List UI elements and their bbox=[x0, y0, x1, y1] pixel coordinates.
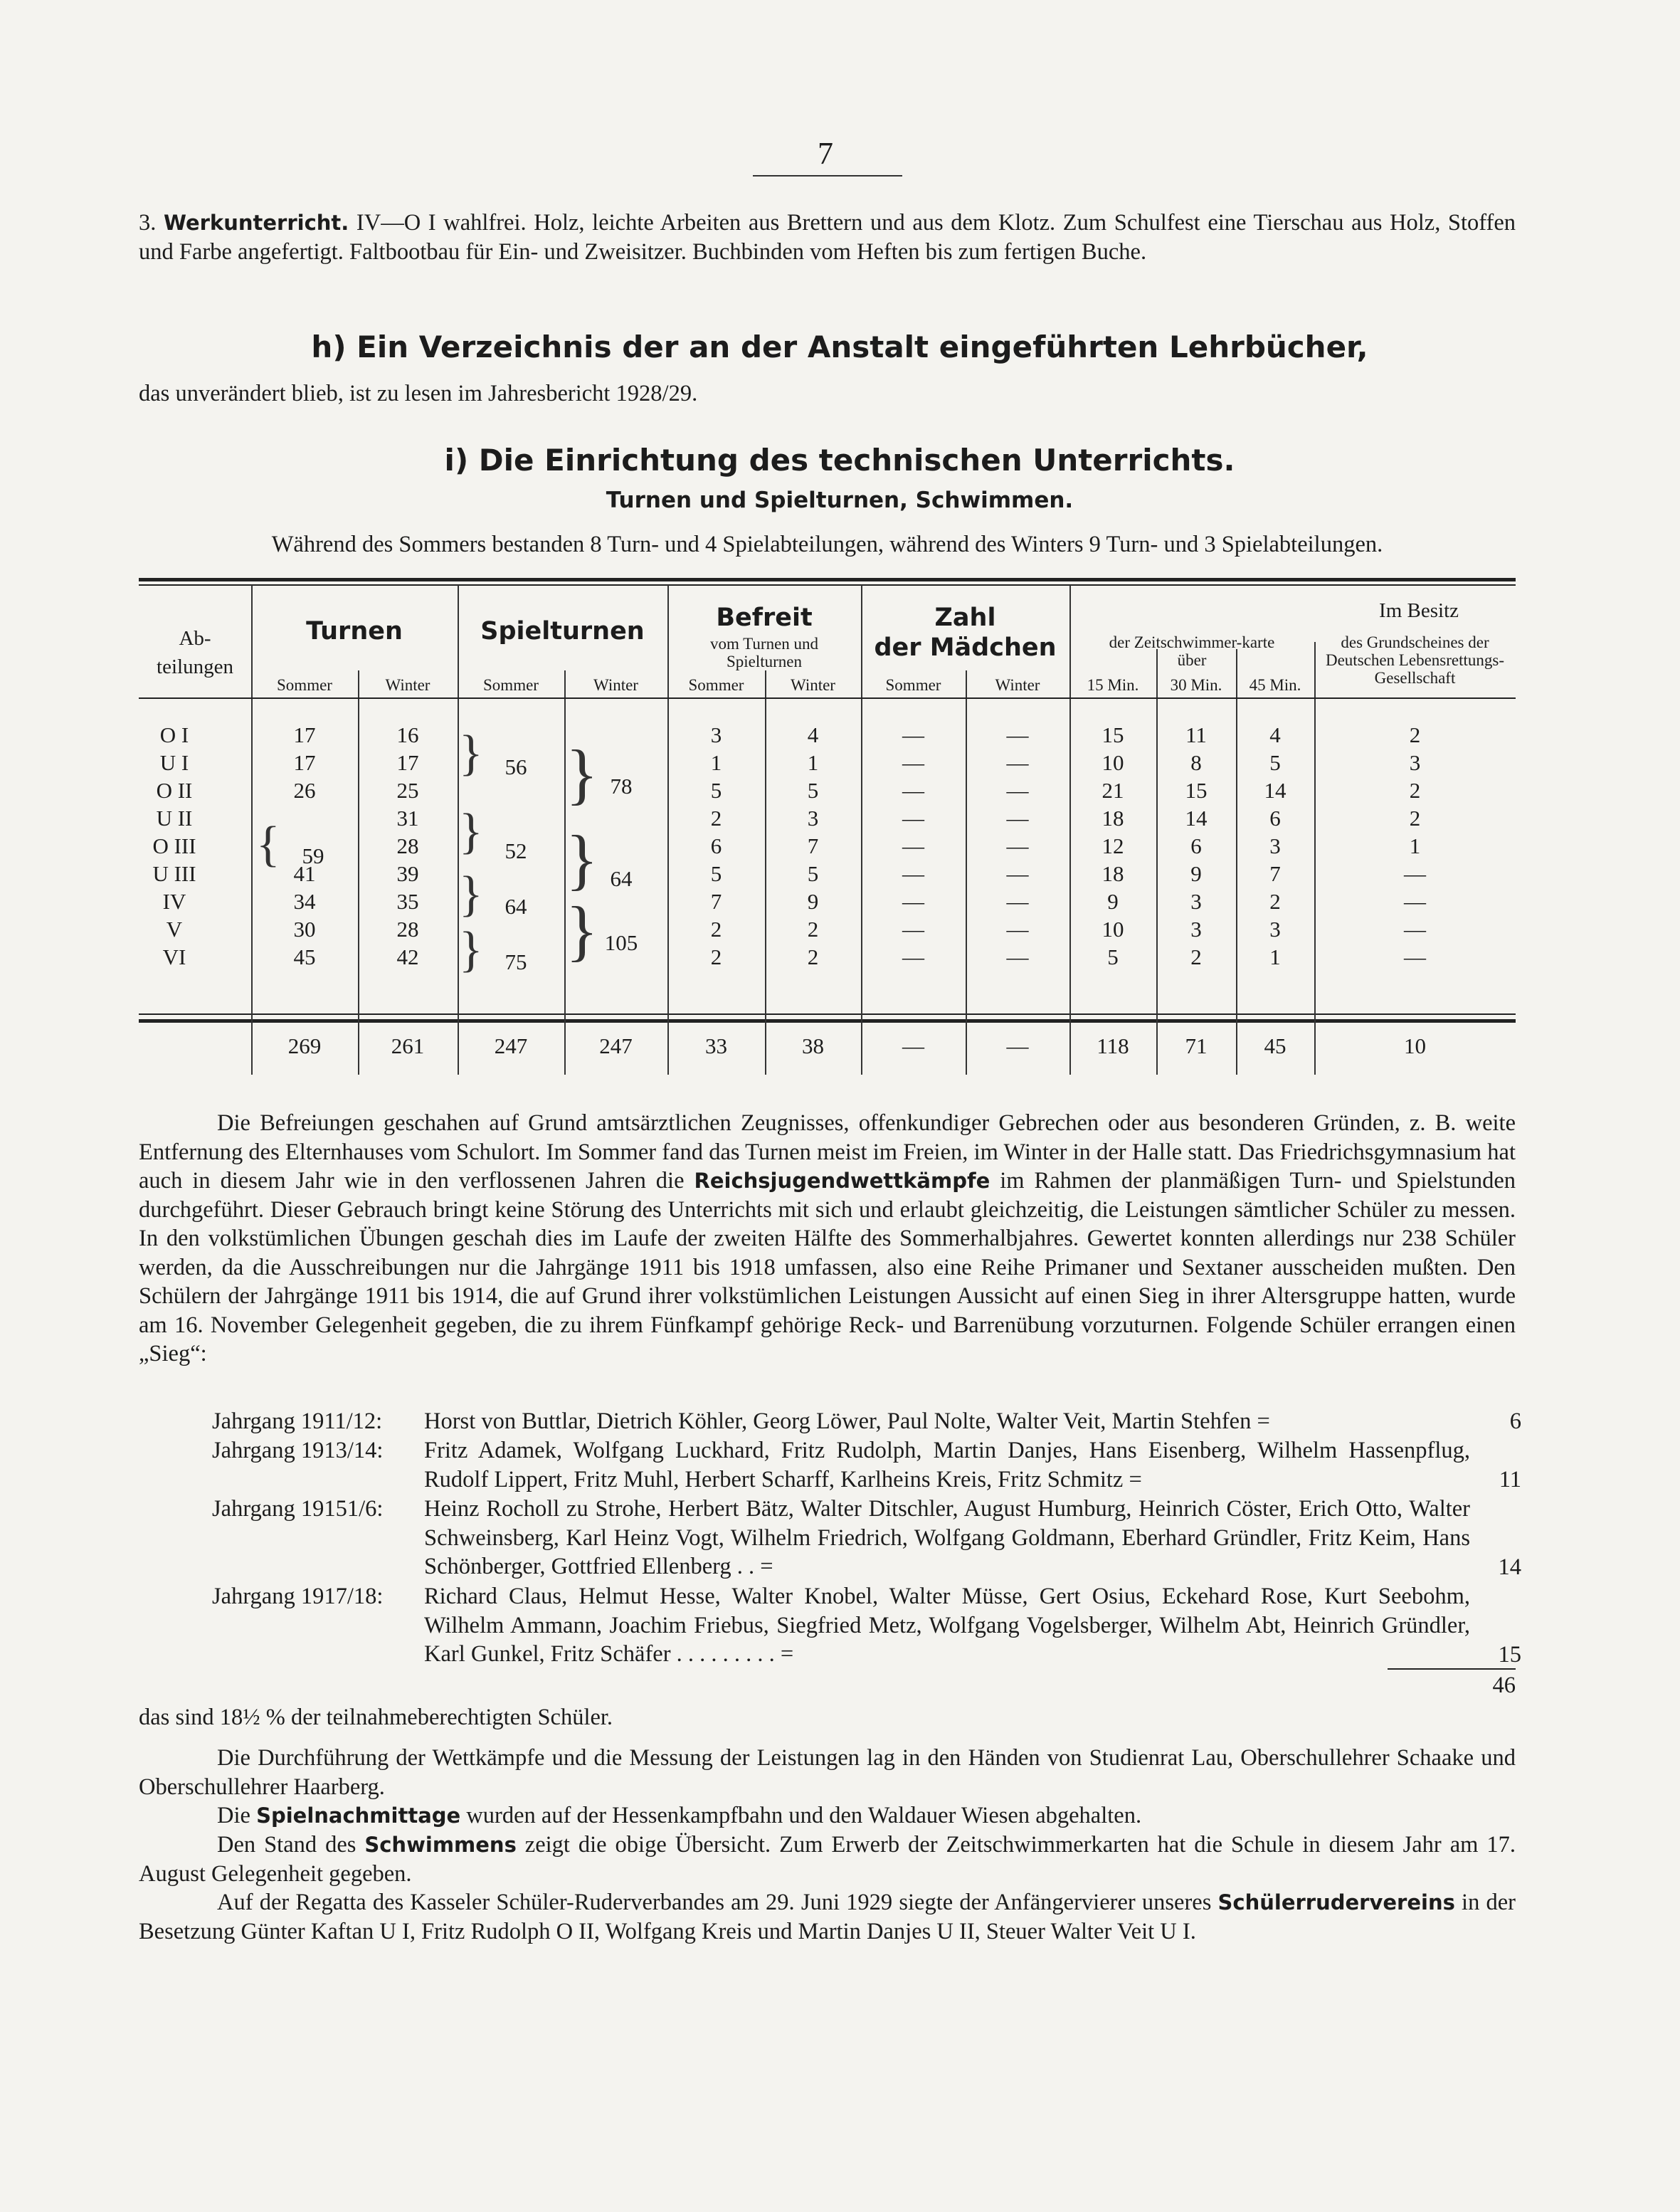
sieger-sum-rule bbox=[1388, 1668, 1516, 1670]
header-befreit: Befreit bbox=[716, 604, 813, 632]
schwimmen-paragraph: Den Stand des Schwimmens zeigt die obige Übersicht. Zum Erwerb der Zeitschwimmerkarten hat die Schule in diesem Jahr am 17. August Gelegenheit gegeben. bbox=[139, 1832, 1516, 1887]
grouped-spiel-oi-ui: 56 bbox=[504, 754, 527, 779]
total-befreit-winter: 38 bbox=[802, 1033, 824, 1058]
header-maedchen: der Mädchen bbox=[874, 633, 1057, 662]
subheading-turnen: Turnen und Spielturnen, Schwimmen. bbox=[606, 488, 1074, 513]
table-row-uiii-abt: U III bbox=[152, 861, 196, 886]
total-maedchen-winter: — bbox=[1006, 1033, 1029, 1058]
table-body-rule bbox=[139, 1013, 1516, 1015]
reichsjugendwettkaempfe: Reichsjugendwettkämpfe bbox=[694, 1169, 990, 1193]
header-15min: 15 Min. bbox=[1087, 676, 1139, 694]
total-spiel-winter: 247 bbox=[599, 1033, 633, 1058]
technischer-unterricht-table: Ab-teilungen Turnen Spielturnen Befreit vom Turnen und Spielturnen Zahl der Mädchen Im Besitz der Zeitschwimmer-karte über des Grundscheines der Deutschen Lebensrettungs-Gesellschaft Sommer Winter Sommer Winter Sommer Winter Sommer Winter 15 Min. 30 Min. 45 Min. O I 17 16 3 4 — — 15 11 4 2 U I 17 17 1 1 — — 10 8 5 3 O II 26 25 5 5 — — 21 15 14 2 U II 31 2 3 — — 18 14 6 2 O III 28 6 7 — — 12 6 3 1 U III 41 39 5 5 — — 18 9 7 — IV 34 35 7 9 — — 9 3 2 — V 30 28 2 2 — — 10 3 3 — VI 45 42 2 2 — — 5 2 1 — { 59 } 56 } 52 } 64 } 75 } 78 } 64 } 105 269 261 247 247 33 38 — — 118 71 45 10 bbox=[139, 578, 1516, 1075]
table-row-uii-abt: U II bbox=[156, 806, 193, 831]
total-grundschein: 10 bbox=[1404, 1033, 1426, 1058]
header-befreit-sub: vom Turnen und Spielturnen bbox=[709, 635, 819, 670]
heading-i: i) Die Einrichtung des technischen Unterrichts. bbox=[444, 443, 1235, 478]
header-zeitschwimmer: der Zeitschwimmer-karte über bbox=[1109, 633, 1275, 669]
header-im-besitz: Im Besitz bbox=[1379, 599, 1459, 622]
header-45min: 45 Min. bbox=[1249, 676, 1301, 694]
table-row-vi-abt: VI bbox=[162, 944, 186, 969]
grouped-spiel-winter-uii-uiii: 64 bbox=[610, 866, 633, 891]
header-abteilungen: Ab-teilungen bbox=[157, 627, 233, 678]
header-turnen-sommer: Sommer bbox=[277, 676, 332, 694]
grouped-spiel-v-vi: 75 bbox=[504, 949, 527, 974]
sieger-1911: Jahrgang 1911/12: Horst von Buttlar, Dietrich Köhler, Georg Löwer, Paul Nolte, Walter Veit, Martin Stehfen = 6 bbox=[212, 1408, 1521, 1434]
header-befreit-sommer: Sommer bbox=[688, 676, 744, 694]
header-grundschein: des Grundscheines der Deutschen Lebensrettungs-Gesellschaft bbox=[1325, 633, 1504, 687]
grouped-spiel-winter-oi-oii: 78 bbox=[610, 774, 633, 799]
table-row-oi-abt: O I bbox=[159, 722, 189, 747]
total-spiel-sommer: 247 bbox=[494, 1033, 528, 1058]
total-maedchen-sommer: — bbox=[902, 1033, 924, 1058]
header-spiel-sommer: Sommer bbox=[483, 676, 539, 694]
spielnachmittage-paragraph: Die Spielnachmittage wurden auf der Hessenkampfbahn und den Waldauer Wiesen abgehalten. bbox=[217, 1803, 1142, 1828]
durchfuehrung-paragraph: Die Durchführung der Wettkämpfe und die Messung der Leistungen lag in den Händen von Studienrat Lau, Oberschullehrer Schaake und Oberschullehrer Haarberg. bbox=[139, 1745, 1516, 1800]
abteilungen-intro: Während des Sommers bestanden 8 Turn- und 4 Spielabteilungen, während des Winters 9 Turn- und 3 Spielabteilungen. bbox=[271, 532, 1383, 557]
header-zahl: Zahl bbox=[934, 604, 996, 632]
werk-number: 3. bbox=[139, 210, 157, 236]
table-row-iv-abt: IV bbox=[162, 889, 186, 914]
prozent-text: das sind 18½ % der teilnahmeberechtigten Schüler. bbox=[139, 1705, 613, 1730]
sieger-1917: Jahrgang 1917/18: Richard Claus, Helmut Hesse, Walter Knobel, Walter Müsse, Gert Osius, Eckehard Rose, Kurt Seebohm, Wilhelm Ammann, Joachim Friebus, Siegfried Metz, Wolfgang Vogelsberger, Wilhelm Abt, Heinrich Gründler, Karl Gunkel, Fritz Schäfer . . . . . . . . . = 15 bbox=[212, 1584, 1521, 1668]
sieger-1913: Jahrgang 1913/14: Fritz Adamek, Wolfgang Luckhard, Fritz Rudolph, Martin Danjes, Hans Eisenberg, Wilhelm Hassenpflug, Rudolf Lippert, Fritz Muhl, Herbert Scharff, Karlheins Kreis, Fritz Schmitz = 11 bbox=[212, 1438, 1521, 1492]
lehrbuecher-text: das unverändert blieb, ist zu lesen im Jahresbericht 1928/29. bbox=[139, 381, 698, 406]
sieger-total: 46 bbox=[1492, 1673, 1516, 1698]
grouped-spiel-oii-oiii: 52 bbox=[504, 838, 527, 863]
werkunterricht-paragraph bbox=[139, 209, 1516, 266]
werk-title: Werkunterricht. bbox=[164, 211, 349, 235]
sieger-1915: Jahrgang 19151/6: Heinz Rocholl zu Strohe, Herbert Bätz, Walter Ditschler, August Humburg, Heinrich Cöster, Erich Otto, Walter Schweinsberg, Karl Heinz Vogt, Wilhelm Friedrich, Wolfgang Goldmann, Eberhard Gründler, Fritz Keim, Hans Schönberger, Gottfried Ellenberg . . = 14 bbox=[212, 1496, 1521, 1580]
table-top-rule-thin bbox=[139, 584, 1516, 586]
table-top-rule bbox=[139, 578, 1516, 581]
total-45min: 45 bbox=[1264, 1033, 1287, 1058]
table-header-rule bbox=[139, 697, 1516, 699]
total-turnen-sommer: 269 bbox=[287, 1033, 322, 1058]
total-befreit-sommer: 33 bbox=[705, 1033, 727, 1058]
header-turnen: Turnen bbox=[306, 617, 403, 646]
header-30min: 30 Min. bbox=[1170, 676, 1222, 694]
header-spielturnen: Spielturnen bbox=[480, 617, 645, 646]
header-maedchen-sommer: Sommer bbox=[885, 676, 941, 694]
grouped-turnen-sommer: 59 bbox=[302, 843, 324, 868]
grouped-spiel-winter-iv-vi: 105 bbox=[604, 930, 638, 955]
table-row-v-abt: V bbox=[166, 917, 183, 942]
header-turnen-winter: Winter bbox=[385, 676, 430, 694]
total-15min: 118 bbox=[1097, 1033, 1129, 1058]
table-row-oiii-abt: O III bbox=[152, 833, 196, 858]
werk-text: IV—O I wahlfrei. Holz, leichte Arbeiten aus Brettern und aus dem Klotz. Zum Schulfest eine Tierschau aus Holz, Stoffen und Farbe angefertigt. Faltbootbau für Ein- und Zweisitzer. Buchbinden vom Heften bis zum fertigen Buche. bbox=[139, 210, 1516, 265]
grouped-spiel-uiii-iv: 64 bbox=[504, 894, 527, 919]
table-row-oii-abt: O II bbox=[156, 778, 193, 803]
befreiungen-paragraph: Die Befreiungen geschahen auf Grund amtsärztlichen Zeugnisses, offenkundiger Gebrechen oder aus besonderen Gründen, z. B. weite Entfernung des Elternhauses vom Schulort. Im Sommer fand das Turnen meist im Freien, im Winter in der Halle statt. Das Friedrichsgymnasium hat auch in diesem Jahr wie in den verflossenen Jahren die Reichsjugendwettkämpfe im Rahmen der planmäßigen Turn- und Spielstunden durchgeführt. Dieser Gebrauch bringt keine Störung des Unterrichts mit sich und erlaubt gleichzeitig, die Leistungen sämtlicher Schüler zu messen. In den volkstümlichen Übungen geschah dies im Laufe der zweiten Hälfte des Sommerhalbjahres. Gewertet konnten allerdings nur 238 Schüler werden, da die Ausschreibungen nur die Jahrgänge 1911 bis 1918 umfassen, also eine Reihe Primaner und Sextaner ausscheiden mußten. Den Schülern der Jahrgänge 1911 bis 1914, die auf Grund ihrer volkstümlichen Leistungen Aussicht auf einen Sieg in ihrer Altersgruppe hatten, wurde am 16. November Gelegenheit gegeben, die zu ihrem Fünfkampf gehörige Reck- und Barrenübung vorzuturnen. Folgende Schüler errangen einen „Sieg“: bbox=[139, 1110, 1516, 1366]
header-maedchen-winter: Winter bbox=[995, 676, 1040, 694]
total-turnen-winter: 261 bbox=[391, 1033, 425, 1058]
header-spiel-winter: Winter bbox=[593, 676, 638, 694]
table-total-rule bbox=[139, 1019, 1516, 1023]
page-number: 7 bbox=[818, 136, 833, 171]
table-row-ui-abt: U I bbox=[159, 750, 189, 775]
regatta-paragraph: Auf der Regatta des Kasseler Schüler-Ruderverbandes am 29. Juni 1929 siegte der Anfängervierer unseres Schülerrudervereins in der Besetzung Günter Kaftan U I, Fritz Rudolph O II, Wolfgang Kreis und Martin Danjes U II, Steuer Walter Veit U I. bbox=[139, 1890, 1516, 1944]
heading-h: h) Ein Verzeichnis der an der Anstalt eingeführten Lehrbücher, bbox=[311, 330, 1368, 364]
total-30min: 71 bbox=[1185, 1033, 1208, 1058]
header-befreit-winter: Winter bbox=[791, 676, 835, 694]
brace-turnen-sommer: { bbox=[256, 817, 280, 872]
page-number-rule bbox=[753, 175, 902, 177]
